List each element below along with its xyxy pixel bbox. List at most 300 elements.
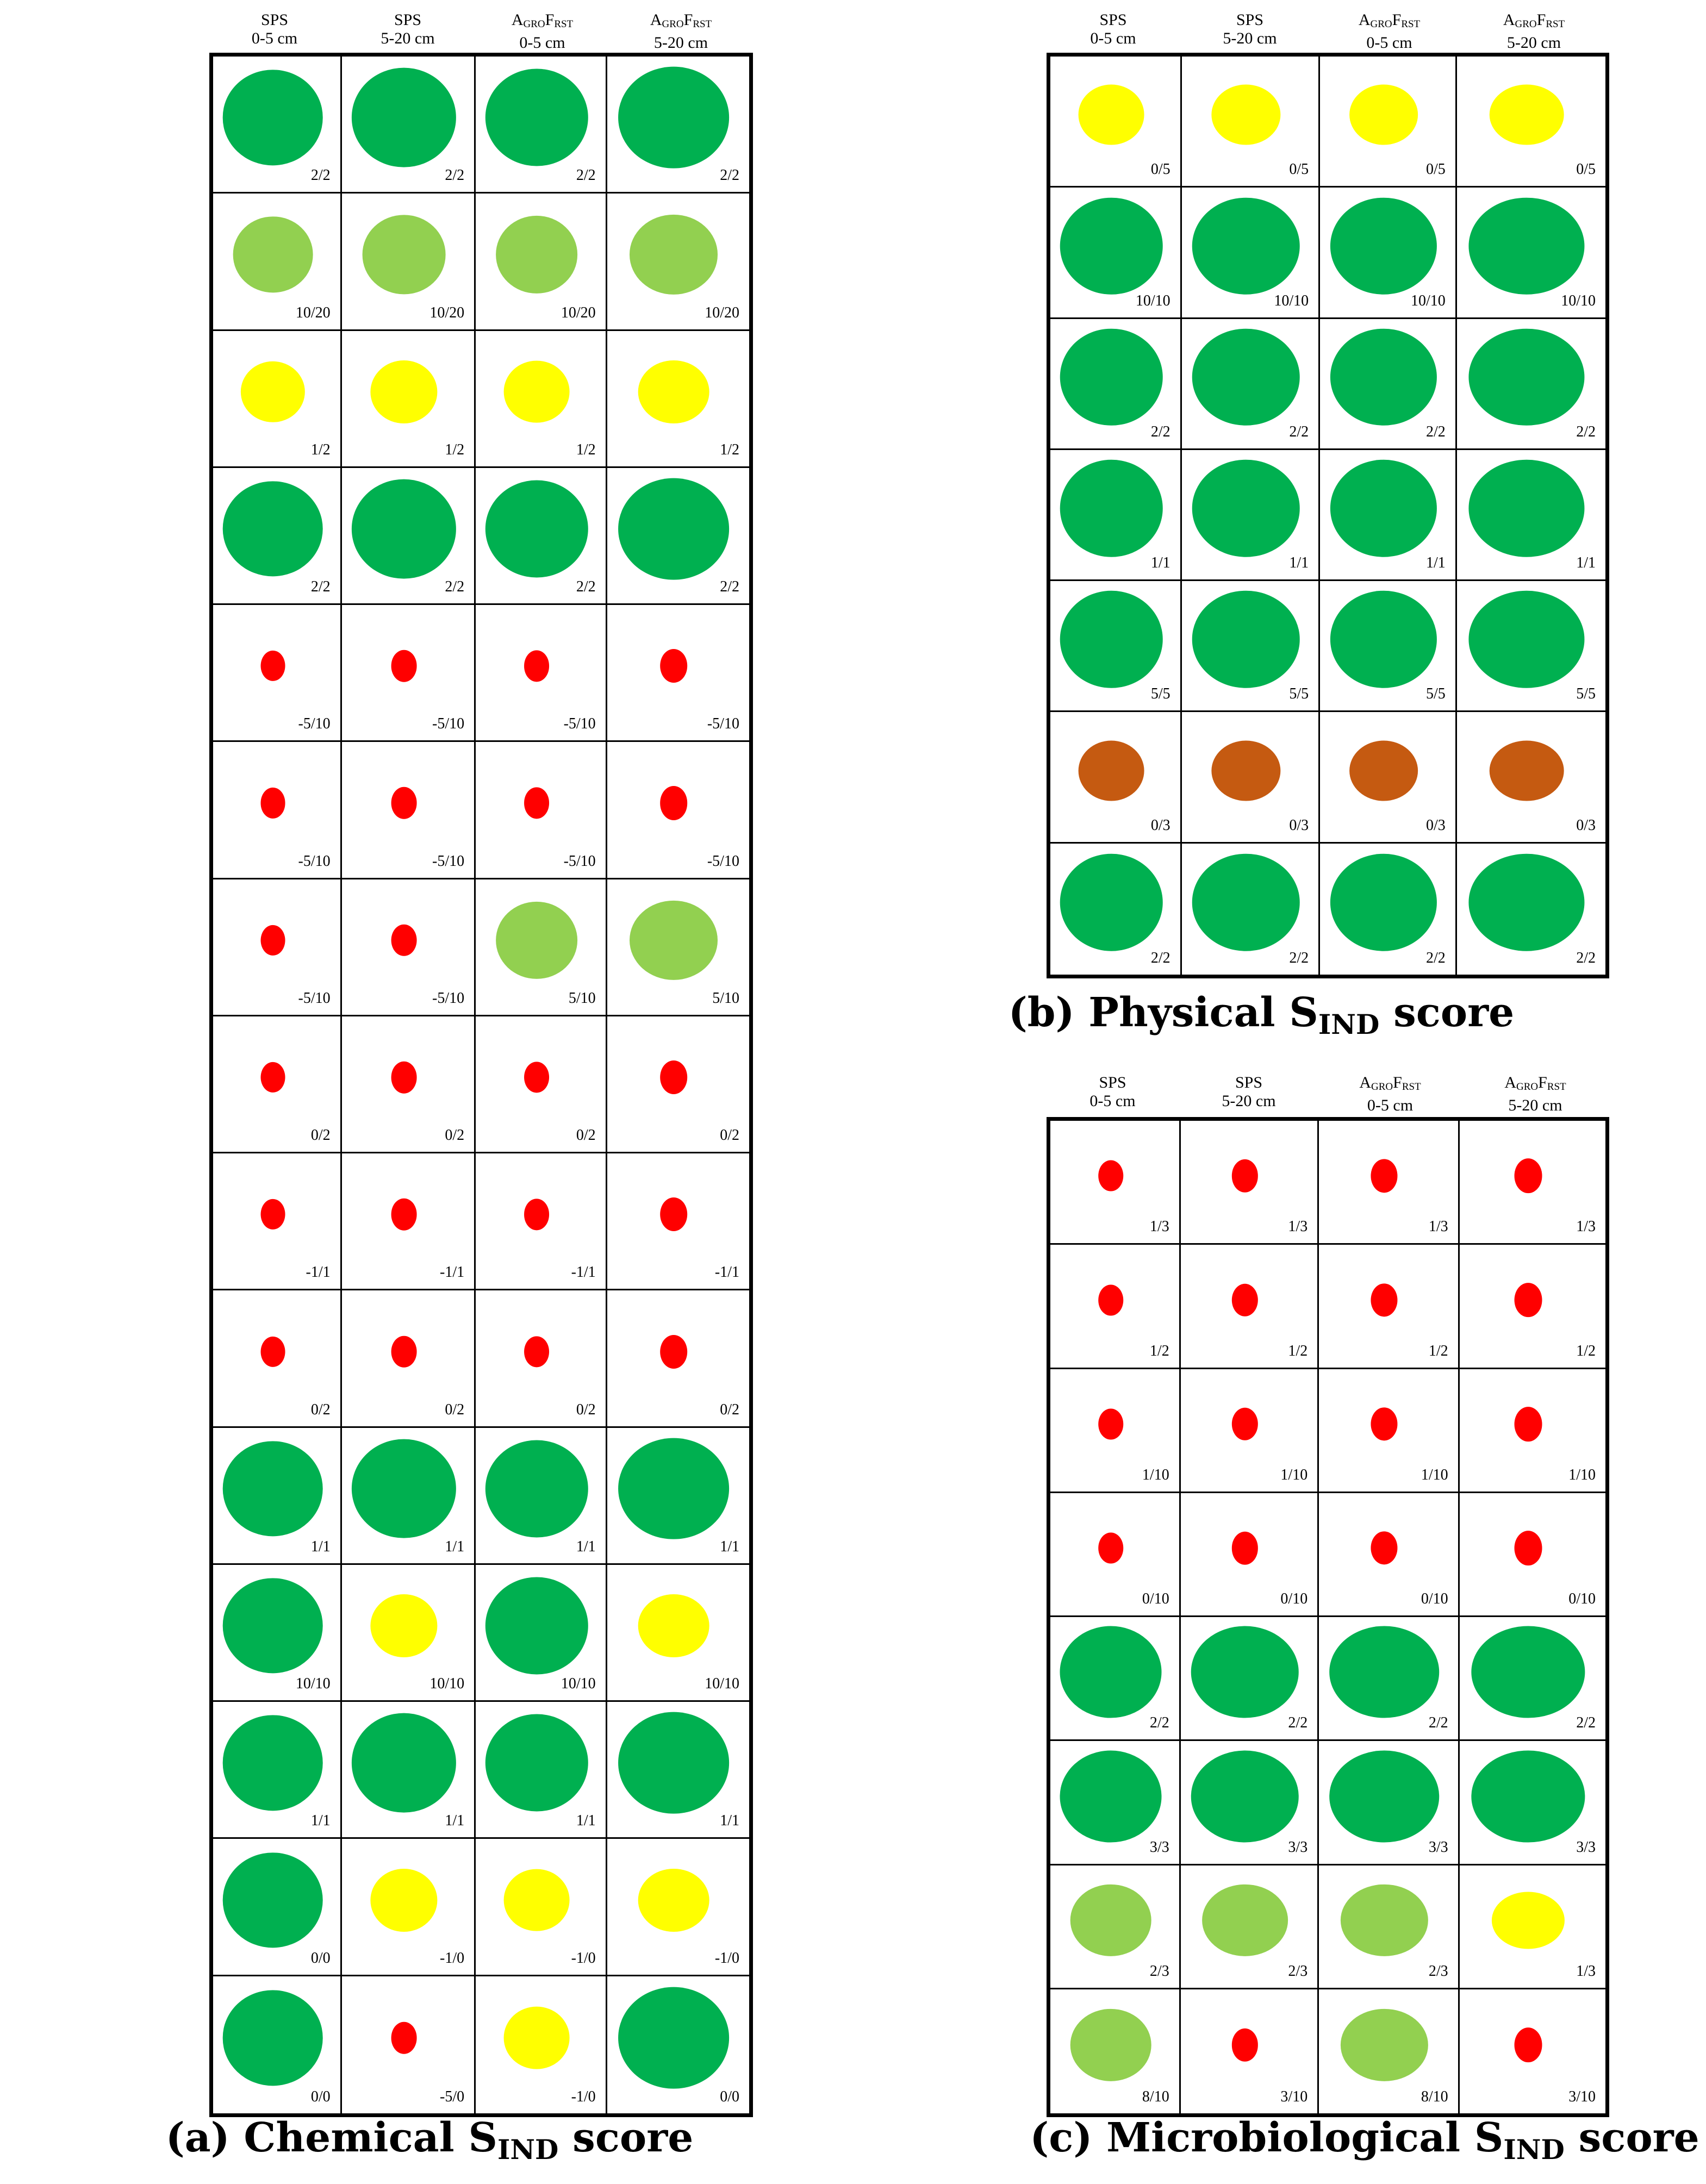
indicator-circle-icon <box>1469 197 1585 295</box>
score-cell <box>342 879 476 1016</box>
score-value: 0/5 <box>1576 161 1596 178</box>
indicator-circle-icon <box>1060 329 1163 426</box>
score-cell <box>1182 844 1321 975</box>
score-value: 2/2 <box>445 578 465 596</box>
indicator-circle-icon <box>496 216 577 293</box>
column-header <box>1320 11 1459 52</box>
score-cell <box>213 1016 342 1153</box>
score-value: -5/10 <box>432 715 465 733</box>
depth-label: 0-5 cm <box>251 29 298 47</box>
title-text: (b) Physical S <box>1008 989 1318 1036</box>
site-name: A <box>1504 1074 1516 1091</box>
score-cell <box>1181 1989 1319 2113</box>
score-value: 2/2 <box>576 167 596 184</box>
indicator-circle-icon <box>524 651 549 682</box>
indicator-circle-icon <box>1079 740 1144 801</box>
score-cell <box>213 194 342 330</box>
score-value: 0/10 <box>1421 1590 1448 1607</box>
score-cell <box>476 879 607 1016</box>
site-tail-subscript: RST <box>1547 1081 1566 1093</box>
score-value: 10/10 <box>1410 292 1446 309</box>
column-header <box>1180 11 1320 52</box>
score-cell <box>1050 1865 1181 1989</box>
score-cell <box>342 194 476 330</box>
score-cell <box>1320 844 1457 975</box>
column-depth <box>609 34 753 52</box>
score-cell <box>607 742 749 879</box>
score-value: 2/2 <box>445 167 465 184</box>
score-value: 0/2 <box>720 1401 739 1418</box>
score-value: 10/10 <box>429 1675 465 1693</box>
score-cell <box>213 1702 342 1839</box>
column-depth <box>1320 34 1459 52</box>
score-cell <box>213 879 342 1016</box>
column-header <box>209 11 340 52</box>
score-value: 2/2 <box>1149 1714 1169 1732</box>
depth-label: 5-20 cm <box>1508 1096 1562 1114</box>
score-value: 2/2 <box>1150 423 1170 440</box>
indicator-circle-icon <box>1060 591 1163 688</box>
site-name: SPS <box>260 11 289 29</box>
score-value: 5/5 <box>1576 685 1596 703</box>
indicator-circle-icon <box>1098 1284 1123 1315</box>
score-cell <box>1182 581 1321 712</box>
score-cell <box>1460 1245 1605 1369</box>
score-cell <box>1050 188 1182 319</box>
indicator-circle-icon <box>1371 1407 1398 1440</box>
score-value: 0/2 <box>310 1401 331 1418</box>
score-cell <box>1050 450 1182 581</box>
score-cell <box>1460 1617 1605 1741</box>
indicator-circle-icon <box>1232 1283 1258 1316</box>
indicator-circle-icon <box>1202 1885 1288 1956</box>
site-tail-subscript: RST <box>554 18 574 30</box>
indicator-circle-icon <box>1329 1626 1439 1718</box>
indicator-circle-icon <box>391 650 417 682</box>
column-site <box>1461 1074 1609 1096</box>
indicator-circle-icon <box>1070 2009 1151 2081</box>
indicator-circle-icon <box>524 1336 549 1367</box>
score-value: 10/10 <box>295 1675 331 1693</box>
depth-label: 5-20 cm <box>381 29 435 47</box>
score-grid <box>209 53 753 2117</box>
site-subscript: GRO <box>523 18 545 30</box>
indicator-circle-icon <box>1514 1407 1542 1442</box>
score-value: -5/10 <box>563 715 596 733</box>
score-cell <box>1319 1989 1459 2113</box>
column-depth <box>1047 29 1180 48</box>
indicator-circle-icon <box>391 1062 417 1094</box>
indicator-circle-icon <box>1192 197 1300 295</box>
column-header <box>476 11 609 52</box>
score-value: 1/10 <box>1421 1466 1448 1483</box>
indicator-circle-icon <box>619 1438 730 1539</box>
score-cell <box>342 1565 476 1702</box>
score-value: 1/3 <box>1576 1962 1596 1980</box>
indicator-circle-icon <box>1492 1892 1565 1949</box>
score-value: 5/10 <box>712 989 739 1007</box>
score-value: 0/10 <box>1142 1590 1169 1607</box>
score-cell <box>1460 1493 1605 1617</box>
column-site <box>1047 1074 1179 1092</box>
score-cell <box>342 1290 476 1427</box>
score-value: 0/0 <box>310 2088 331 2105</box>
indicator-circle-icon <box>619 1987 730 2089</box>
score-value: 0/3 <box>1425 816 1446 834</box>
score-value: 1/2 <box>1576 1342 1596 1359</box>
score-cell <box>213 1976 342 2113</box>
score-value: 3/3 <box>1428 1838 1448 1856</box>
score-cell <box>342 1428 476 1565</box>
score-cell <box>476 1290 607 1427</box>
score-cell <box>1182 712 1321 843</box>
score-cell <box>1457 712 1605 843</box>
site-name: A <box>1358 11 1371 29</box>
score-value: 2/3 <box>1428 1962 1448 1980</box>
score-value: 0/10 <box>1280 1590 1308 1607</box>
score-value: 2/2 <box>310 167 331 184</box>
indicator-circle-icon <box>1469 854 1585 951</box>
score-value: 1/1 <box>445 1538 465 1555</box>
indicator-circle-icon <box>1211 85 1280 145</box>
score-cell <box>1457 581 1605 712</box>
score-cell <box>1182 188 1321 319</box>
score-cell <box>476 468 607 605</box>
score-cell <box>342 1016 476 1153</box>
site-name-tail: F <box>683 11 693 29</box>
score-value: 1/10 <box>1142 1466 1169 1483</box>
score-value: 2/2 <box>1428 1714 1448 1732</box>
indicator-circle-icon <box>391 1336 417 1368</box>
score-cell <box>1319 1369 1459 1493</box>
score-value: 2/2 <box>310 578 331 596</box>
column-site <box>340 11 476 29</box>
score-value: -1/0 <box>571 2088 596 2105</box>
score-value: -5/10 <box>298 715 331 733</box>
column-depth <box>476 34 609 52</box>
score-value: 0/3 <box>1576 816 1596 834</box>
score-value: 8/10 <box>1142 2088 1169 2105</box>
score-value: 10/10 <box>705 1675 739 1693</box>
indicator-circle-icon <box>1330 460 1437 557</box>
indicator-circle-icon <box>1232 1159 1258 1192</box>
score-cell <box>1457 57 1605 188</box>
depth-label: 5-20 cm <box>1223 29 1277 47</box>
indicator-circle-icon <box>496 902 577 979</box>
column-site <box>609 11 753 34</box>
indicator-circle-icon <box>1060 854 1163 951</box>
score-value: 3/3 <box>1576 1838 1596 1856</box>
indicator-circle-icon <box>260 651 285 681</box>
indicator-circle-icon <box>1514 2028 1542 2063</box>
indicator-circle-icon <box>630 215 718 294</box>
score-cell <box>1181 1245 1319 1369</box>
column-site <box>1320 11 1459 34</box>
score-grid <box>1047 1117 1609 2117</box>
indicator-circle-icon <box>524 788 549 819</box>
indicator-circle-icon <box>1098 1408 1123 1439</box>
score-value: 1/1 <box>720 1812 739 1830</box>
indicator-circle-icon <box>1098 1160 1123 1191</box>
score-value: 1/1 <box>576 1812 596 1830</box>
site-name: SPS <box>394 11 422 29</box>
score-cell <box>1050 1989 1181 2113</box>
score-cell <box>1181 1865 1319 1989</box>
column-header <box>340 11 476 52</box>
score-value: 1/3 <box>1428 1218 1448 1235</box>
score-value: 1/2 <box>1428 1342 1448 1359</box>
title-subscript: IND <box>1503 2133 1565 2166</box>
score-value: 10/20 <box>295 304 331 321</box>
score-cell <box>1320 57 1457 188</box>
indicator-circle-icon <box>223 1852 323 1948</box>
indicator-circle-icon <box>1192 460 1300 557</box>
depth-label: 0-5 cm <box>1090 29 1136 47</box>
depth-label: 0-5 cm <box>519 34 565 52</box>
panel-title <box>166 2114 694 2166</box>
score-cell <box>607 879 749 1016</box>
indicator-circle-icon <box>619 1712 730 1814</box>
score-cell <box>1460 1741 1605 1865</box>
column-site <box>1319 1074 1461 1096</box>
score-cell <box>476 194 607 330</box>
score-value: 5/5 <box>1289 685 1309 703</box>
score-cell <box>1050 844 1182 975</box>
indicator-circle-icon <box>1341 2009 1428 2081</box>
score-value: 10/10 <box>1135 292 1170 309</box>
indicator-circle-icon <box>1514 1159 1542 1194</box>
site-name-tail: F <box>1536 11 1546 29</box>
column-site <box>1179 1074 1319 1092</box>
site-name: SPS <box>1236 11 1264 29</box>
column-header <box>1459 11 1609 52</box>
score-value: 2/3 <box>1288 1962 1308 1980</box>
indicator-circle-icon <box>223 1578 323 1673</box>
score-value: 1/2 <box>576 441 596 458</box>
site-tail-subscript: RST <box>1546 18 1565 30</box>
score-value: -5/10 <box>298 852 331 870</box>
score-cell <box>607 1016 749 1153</box>
score-cell <box>1182 319 1321 450</box>
score-cell <box>342 57 476 194</box>
column-depth <box>1047 1092 1179 1110</box>
site-name: A <box>511 11 524 29</box>
score-cell <box>607 468 749 605</box>
score-cell <box>1182 57 1321 188</box>
indicator-circle-icon <box>1330 197 1437 295</box>
score-cell <box>476 605 607 742</box>
indicator-circle-icon <box>1349 85 1418 145</box>
indicator-circle-icon <box>638 360 709 423</box>
score-cell <box>476 1976 607 2113</box>
indicator-circle-icon <box>1060 1626 1162 1718</box>
column-depth <box>1180 29 1320 48</box>
indicator-circle-icon <box>1330 329 1437 426</box>
score-cell <box>342 1839 476 1976</box>
score-value: 1/1 <box>445 1812 465 1830</box>
column-header <box>1179 1074 1319 1115</box>
indicator-circle-icon <box>352 1713 456 1813</box>
indicator-circle-icon <box>233 217 313 292</box>
depth-label: 0-5 cm <box>1089 1092 1136 1110</box>
score-cell <box>1181 1121 1319 1245</box>
score-cell <box>1457 188 1605 319</box>
score-value: 0/2 <box>445 1401 465 1418</box>
site-name: SPS <box>1099 1074 1126 1091</box>
score-value: -5/10 <box>707 715 739 733</box>
column-site <box>209 11 340 29</box>
column-site <box>476 11 609 34</box>
indicator-circle-icon <box>1514 1531 1542 1565</box>
score-value: 3/10 <box>1568 2088 1596 2105</box>
score-cell <box>1457 450 1605 581</box>
site-name: SPS <box>1099 11 1127 29</box>
score-cell <box>1050 1741 1181 1865</box>
indicator-circle-icon <box>630 901 718 980</box>
score-cell <box>607 331 749 468</box>
indicator-circle-icon <box>1079 85 1144 145</box>
score-value: 1/2 <box>1288 1342 1308 1359</box>
score-cell <box>1319 1617 1459 1741</box>
score-value: 10/10 <box>1561 292 1596 309</box>
score-value: 0/2 <box>445 1127 465 1144</box>
indicator-circle-icon <box>260 1336 285 1366</box>
indicator-circle-icon <box>223 1990 323 2086</box>
score-value: -1/1 <box>440 1264 465 1281</box>
score-cell <box>342 468 476 605</box>
indicator-circle-icon <box>223 70 323 165</box>
score-value: 0/2 <box>576 1401 596 1418</box>
score-value: 5/5 <box>1150 685 1170 703</box>
score-cell <box>1320 712 1457 843</box>
score-cell <box>213 468 342 605</box>
score-value: 1/1 <box>576 1538 596 1555</box>
score-cell <box>1460 1989 1605 2113</box>
score-value: -1/1 <box>714 1264 739 1281</box>
score-value: 0/2 <box>576 1127 596 1144</box>
score-value: 1/2 <box>1149 1342 1169 1359</box>
indicator-circle-icon <box>1060 1750 1162 1842</box>
score-value: 2/2 <box>720 167 739 184</box>
score-value: 2/2 <box>1576 1714 1596 1732</box>
indicator-circle-icon <box>504 1869 570 1931</box>
indicator-circle-icon <box>619 478 730 580</box>
score-cell <box>213 742 342 879</box>
score-value: 0/2 <box>720 1127 739 1144</box>
score-value: 1/3 <box>1576 1218 1596 1235</box>
score-cell <box>1320 319 1457 450</box>
site-name-tail: F <box>1393 1074 1402 1091</box>
indicator-circle-icon <box>1490 740 1564 801</box>
site-name: A <box>1503 11 1515 29</box>
indicator-circle-icon <box>485 69 588 166</box>
column-headers <box>1047 11 1609 52</box>
indicator-circle-icon <box>260 788 285 818</box>
site-tail-subscript: RST <box>1401 18 1421 30</box>
score-cell <box>607 1839 749 1976</box>
indicator-circle-icon <box>661 786 688 820</box>
column-depth <box>340 29 476 48</box>
score-cell <box>1050 1493 1181 1617</box>
score-value: 2/2 <box>1289 423 1309 440</box>
indicator-circle-icon <box>1191 1750 1299 1842</box>
score-cell <box>1319 1741 1459 1865</box>
score-value: 0/0 <box>720 2088 739 2105</box>
score-cell <box>342 331 476 468</box>
score-value: 10/20 <box>429 304 465 321</box>
score-cell <box>1050 1121 1181 1245</box>
indicator-circle-icon <box>1471 1626 1585 1718</box>
score-value: -1/0 <box>714 1949 739 1967</box>
score-value: 2/3 <box>1149 1962 1169 1980</box>
panel-title <box>1008 989 1514 1040</box>
score-cell <box>213 605 342 742</box>
indicator-circle-icon <box>1192 591 1300 688</box>
indicator-circle-icon <box>661 1197 688 1231</box>
score-value: -1/0 <box>571 1949 596 1967</box>
score-cell <box>607 1290 749 1427</box>
indicator-circle-icon <box>1330 854 1437 951</box>
indicator-circle-icon <box>223 481 323 576</box>
indicator-circle-icon <box>504 2007 570 2069</box>
indicator-circle-icon <box>1330 591 1437 688</box>
score-cell <box>213 1290 342 1427</box>
score-cell <box>213 1565 342 1702</box>
score-cell <box>1050 1617 1181 1741</box>
indicator-circle-icon <box>1349 740 1418 801</box>
indicator-circle-icon <box>638 1869 709 1932</box>
indicator-circle-icon <box>1371 1283 1398 1316</box>
site-subscript: GRO <box>1516 1081 1539 1093</box>
score-cell <box>607 1153 749 1290</box>
indicator-circle-icon <box>260 925 285 956</box>
score-value: 8/10 <box>1421 2088 1448 2105</box>
column-site <box>1459 11 1609 34</box>
score-cell <box>476 1428 607 1565</box>
score-value: 5/10 <box>568 989 596 1007</box>
score-cell <box>1182 450 1321 581</box>
site-name-tail: F <box>1538 1074 1547 1091</box>
indicator-circle-icon <box>1192 329 1300 426</box>
indicator-circle-icon <box>1060 197 1163 295</box>
score-cell <box>1457 844 1605 975</box>
score-cell <box>1320 188 1457 319</box>
title-text-tail: score <box>1379 989 1515 1036</box>
indicator-circle-icon <box>391 2022 417 2054</box>
indicator-circle-icon <box>1471 1750 1585 1842</box>
column-header <box>1047 11 1180 52</box>
indicator-circle-icon <box>1232 1532 1258 1564</box>
indicator-circle-icon <box>363 215 446 294</box>
indicator-circle-icon <box>1514 1283 1542 1318</box>
indicator-circle-icon <box>524 1199 549 1230</box>
score-value: 2/2 <box>1289 949 1309 966</box>
column-depth <box>1179 1092 1319 1110</box>
score-value: -5/0 <box>440 2088 465 2105</box>
score-value: -5/10 <box>563 852 596 870</box>
score-cell <box>607 1428 749 1565</box>
indicator-circle-icon <box>1232 2029 1258 2061</box>
score-grid <box>1047 53 1609 978</box>
score-value: 0/5 <box>1425 161 1446 178</box>
score-cell <box>607 1565 749 1702</box>
score-cell <box>342 605 476 742</box>
score-cell <box>1460 1121 1605 1245</box>
score-cell <box>213 57 342 194</box>
title-subscript: IND <box>497 2133 559 2166</box>
score-cell <box>213 1428 342 1565</box>
site-subscript: GRO <box>1371 1081 1393 1093</box>
